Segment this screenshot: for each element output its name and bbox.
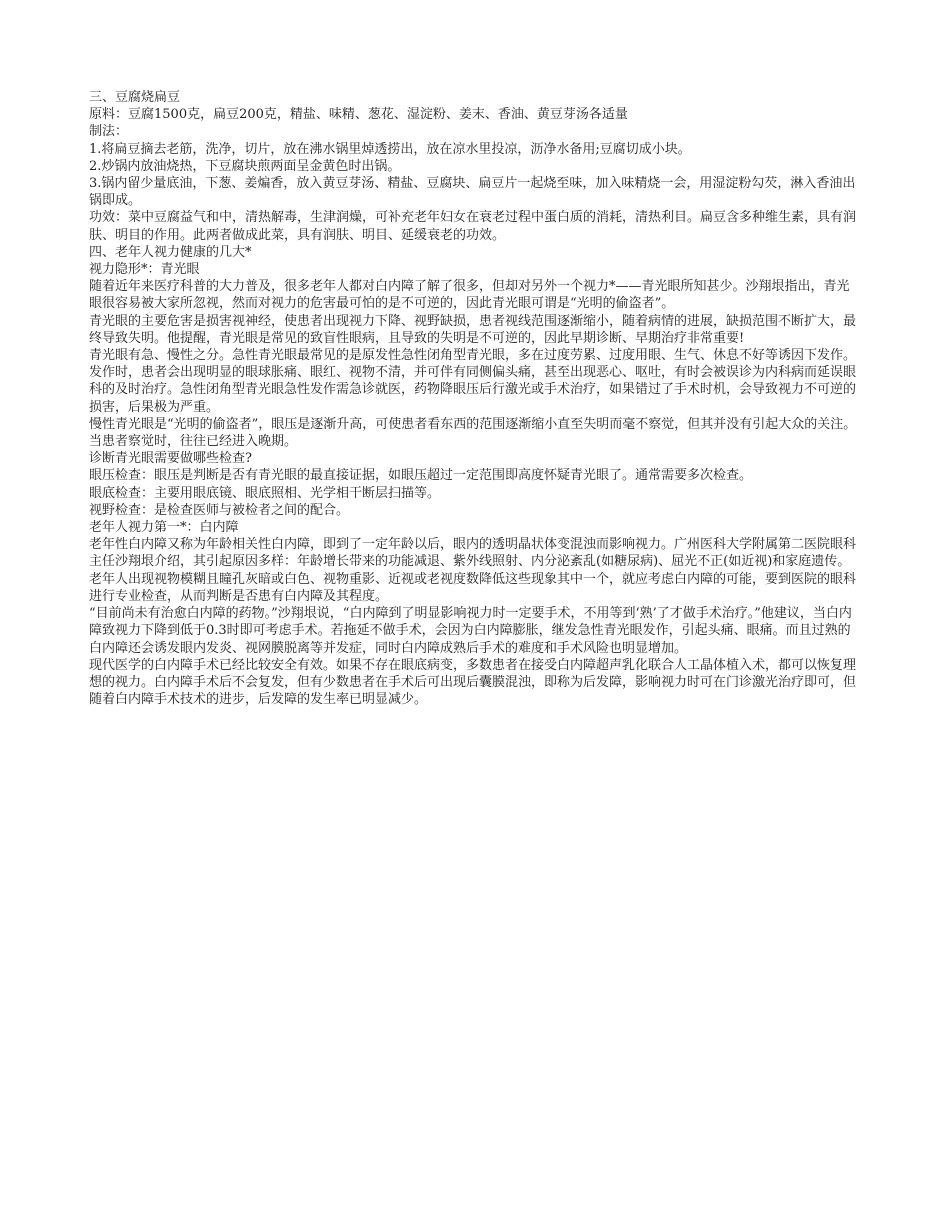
test-visual-field: 视野检查：是检查医师与被检者之间的配合。 [89, 502, 350, 518]
method-label: 制法： [89, 124, 129, 140]
ingredients-paragraph: 原料：豆腐1500克，扁豆200克，精盐、味精、葱花、湿淀粉、姜末、香油、黄豆芽汤各适量 [89, 107, 628, 123]
document-body [89, 89, 859, 708]
benefits-paragraph: 功效：菜中豆腐益气和中，清热解毒，生津润燥，可补充老年妇女在衰老过程中蛋白质的消耗，清热利目。扁豆含多种维生素，具有润肤、明目的作用。此两者做成此菜，具有润肤、明目、延缓衰老的功效。 [89, 210, 857, 243]
section-heading-eye-health: 四、老年人视力健康的几大* [89, 244, 252, 260]
cataract-quote-paragraph: “目前尚未有治愈白内障的药物。”沙翔垠说，“白内障到了明显影响视力时一定要手术，不用等到‘熟’了才做手术治疗。”他建议，当白内障致视力下降到低于0.3时即可考虑手术。若拖延不做手术，会因为白内障膨胀，继发急性青光眼发作，引起头痛、眼痛。而且过熟的白内障还会诱发眼内发炎、视网膜脱离等并发症，同时白内障成熟后手术的难度和手术风险也明显增加。 [89, 606, 852, 656]
test-eye-pressure: 眼压检查：眼压是判断是否有青光眼的最直接证据，如眼压超过一定范围即高度怀疑青光眼了。通常需要多次检查。 [89, 468, 753, 484]
glaucoma-chronic-paragraph: 慢性青光眼是“光明的偷盗者”，眼压是逐渐升高，可使患者看东西的范围逐渐缩小直至失明而毫不察觉，但其并没有引起大众的关注。当患者察觉时，往往已经进入晚期。 [89, 416, 857, 450]
glaucoma-acute-paragraph: 青光眼有急、慢性之分。急性青光眼最常见的是原发性急性闭角型青光眼，多在过度劳累、过度用眼、生气、休息不好等诱因下发作。发作时，患者会出现明显的眼球胀痛、眼红、视物不清，并可伴有同侧偏头痛，甚至出现恶心、呕吐，有时会被误诊为内科病而延误眼科的及时治疗。急性闭角型青光眼急性发作需急诊就医，药物降眼压后行激光或手术治疗，如果错过了手术时机，会导致视力不可逆的损害，后果极为严重。 [89, 348, 857, 415]
glaucoma-harm-paragraph: 青光眼的主要危害是损害视神经，使患者出现视力下降、视野缺损，患者视线范围逐渐缩小，随着病情的进展，缺损范围不断扩大，最终导致失明。他提醒，青光眼是常见的致盲性眼病，且导致的失明是不可逆的，因此早期诊断、早期治疗非常重要! [89, 313, 857, 346]
section-heading-tofu-beans: 三、豆腐烧扁豆 [89, 90, 181, 105]
test-fundus: 眼底检查：主要用眼底镜、眼底照相、光学相干断层扫描等。 [89, 485, 441, 501]
cataract-surgery-paragraph: 现代医学的白内障手术已经比较安全有效。如果不存在眼底病变，多数患者在接受白内障超声乳化联合人工晶体植入术，都可以恢复理想的视力。白内障手术后不会复发，但有少数患者在手术后可出现后囊膜混浊，即称为后发障，影响视力时可在门诊激光治疗即可，但随着白内障手术技术的进步，后发障的发生率已明显减少。 [89, 657, 857, 708]
subheading-glaucoma-tests: 诊断青光眼需要做哪些检查? [89, 451, 252, 467]
subheading-glaucoma: 视力隐形*：青光眼 [89, 262, 200, 278]
cataract-intro-paragraph: 老年性白内障又称为年龄相关性白内障，即到了一定年龄以后，眼内的透明晶状体变混浊而影响视力。广州医科大学附属第二医院眼科主任沙翔垠介绍，其引起原因多样：年龄增长带来的功能减退、紫外线照射、内分泌紊乱(如糖尿病)、屈光不正(如近视)和家庭遗传。老年人出现视物模糊且瞳孔灰暗或白色、视物重影、近视或老视度数降低这些现象其中一个，就应考虑白内障的可能，要到医院的眼科进行专业检查，从而判断是否患有白内障及其程度。 [89, 537, 857, 604]
method-step-3: 3.锅内留少量底油，下葱、姜煸香，放入黄豆芽汤、精盐、豆腐块、扁豆片一起烧至味，加入味精烧一会，用湿淀粉勾芡，淋入香油出锅即成。 [89, 176, 856, 209]
subheading-cataract: 老年人视力第一*：白内障 [89, 520, 239, 536]
glaucoma-intro-paragraph: 随着近年来医疗科普的大力普及，很多老年人都对白内障了解了很多，但却对另外一个视力*——青光眼所知甚少。沙翔垠指出，青光眼很容易被大家所忽视，然而对视力的危害最可怕的是不可逆的，因此青光眼可谓是“光明的偷盗者”。 [89, 279, 850, 312]
method-step-2: 2.炒锅内放油烧热，下豆腐块煎两面呈金黄色时出锅。 [89, 158, 401, 174]
method-step-1: 1.将扁豆摘去老筋，洗净，切片，放在沸水锅里焯透捞出，放在凉水里投凉，沥净水备用;豆腐切成小块。 [89, 141, 691, 157]
